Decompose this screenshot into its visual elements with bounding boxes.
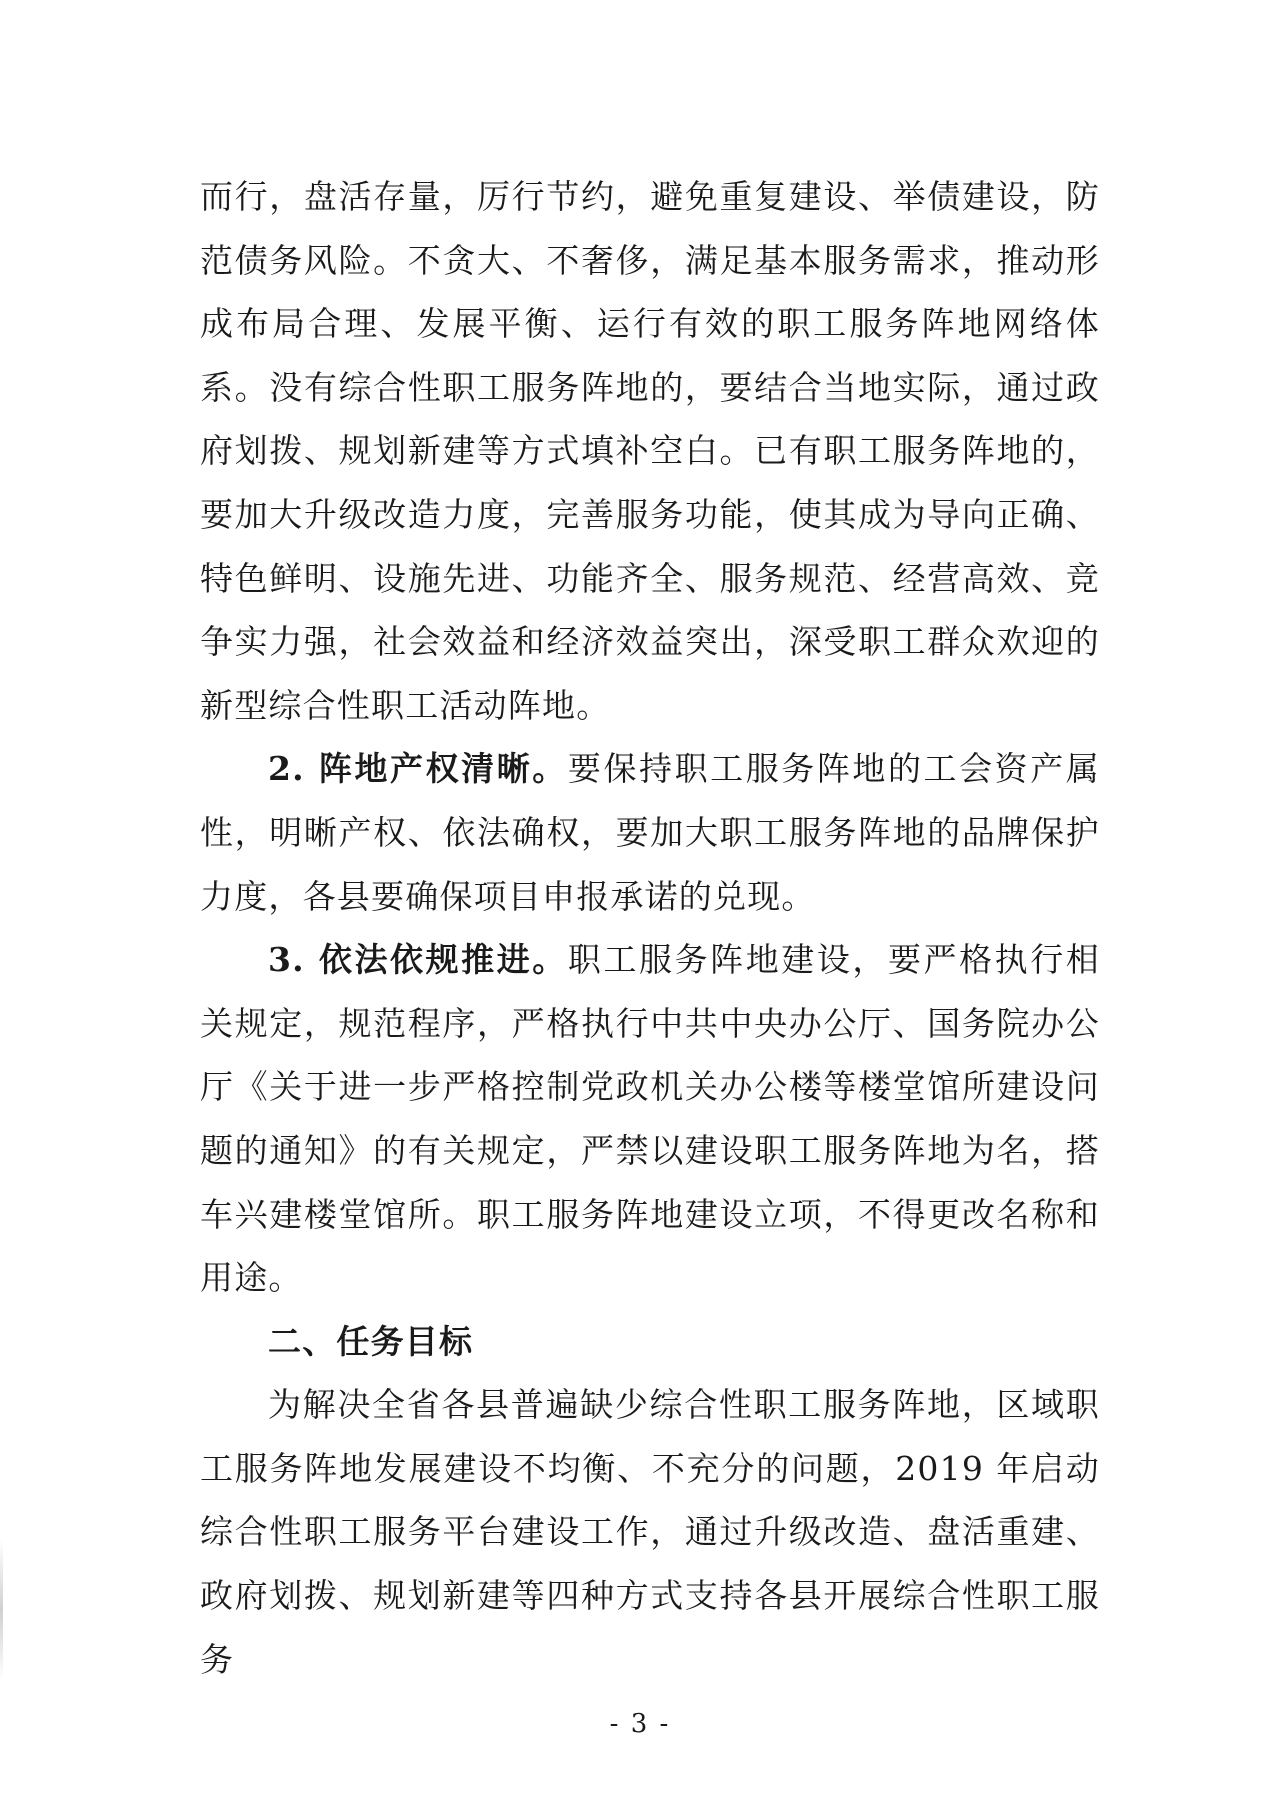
page-number: - 3 - [609, 1709, 671, 1739]
document-body [200, 165, 1100, 1691]
paragraph-task-goals [200, 1373, 1100, 1691]
paragraph-text: 要保持职工服务阵地的工会资产属性，明晰产权、依法确权，要加大职工服务阵地的品牌保护力度，各县要确保项目申报承诺的兑现。 [200, 749, 1100, 916]
paragraph-property-rights [200, 737, 1100, 928]
paragraph-text: 为解决全省各县普遍缺少综合性职工服务阵地，区域职工服务阵地发展建设不均衡、不充分的问题，2019 年启动综合性职工服务平台建设工作，通过升级改造、盘活重建、政府划拨、规划新建等四种方式支持各县开展综合性职工服务 [200, 1385, 1100, 1679]
scan-edge-shadow [0, 1540, 3, 1680]
paragraph-lead: 3. 依法依规推进。 [268, 940, 568, 980]
paragraph-lawful-advance [200, 928, 1100, 1310]
paragraph-text: 职工服务阵地建设，要严格执行相关规定，规范程序，严格执行中共中央办公厅、国务院办公厅《关于进一步严格控制党政机关办公楼等楼堂馆所建设问题的通知》的有关规定，严禁以建设职工服务阵地为名，搭车兴建楼堂馆所。职工服务阵地建设立项，不得更改名称和用途。 [200, 940, 1100, 1298]
section-heading-task-goals: 二、任务目标 [268, 1321, 474, 1361]
paragraph-continuation [200, 165, 1100, 737]
paragraph-text: 而行，盘活存量，厉行节约，避免重复建设、举债建设，防范债务风险。不贪大、不奢侈，满足基本服务需求，推动形成布局合理、发展平衡、运行有效的职工服务阵地网络体系。没有综合性职工服务阵地的，要结合当地实际，通过政府划拨、规划新建等方式填补空白。已有职工服务阵地的，要加大升级改造力度，完善服务功能，使其成为导向正确、特色鲜明、设施先进、功能齐全、服务规范、经营高效、竞争实力强，社会效益和经济效益突出，深受职工群众欢迎的新型综合性职工活动阵地。 [200, 177, 1100, 725]
paragraph-lead: 2. 阵地产权清晰。 [268, 749, 568, 789]
